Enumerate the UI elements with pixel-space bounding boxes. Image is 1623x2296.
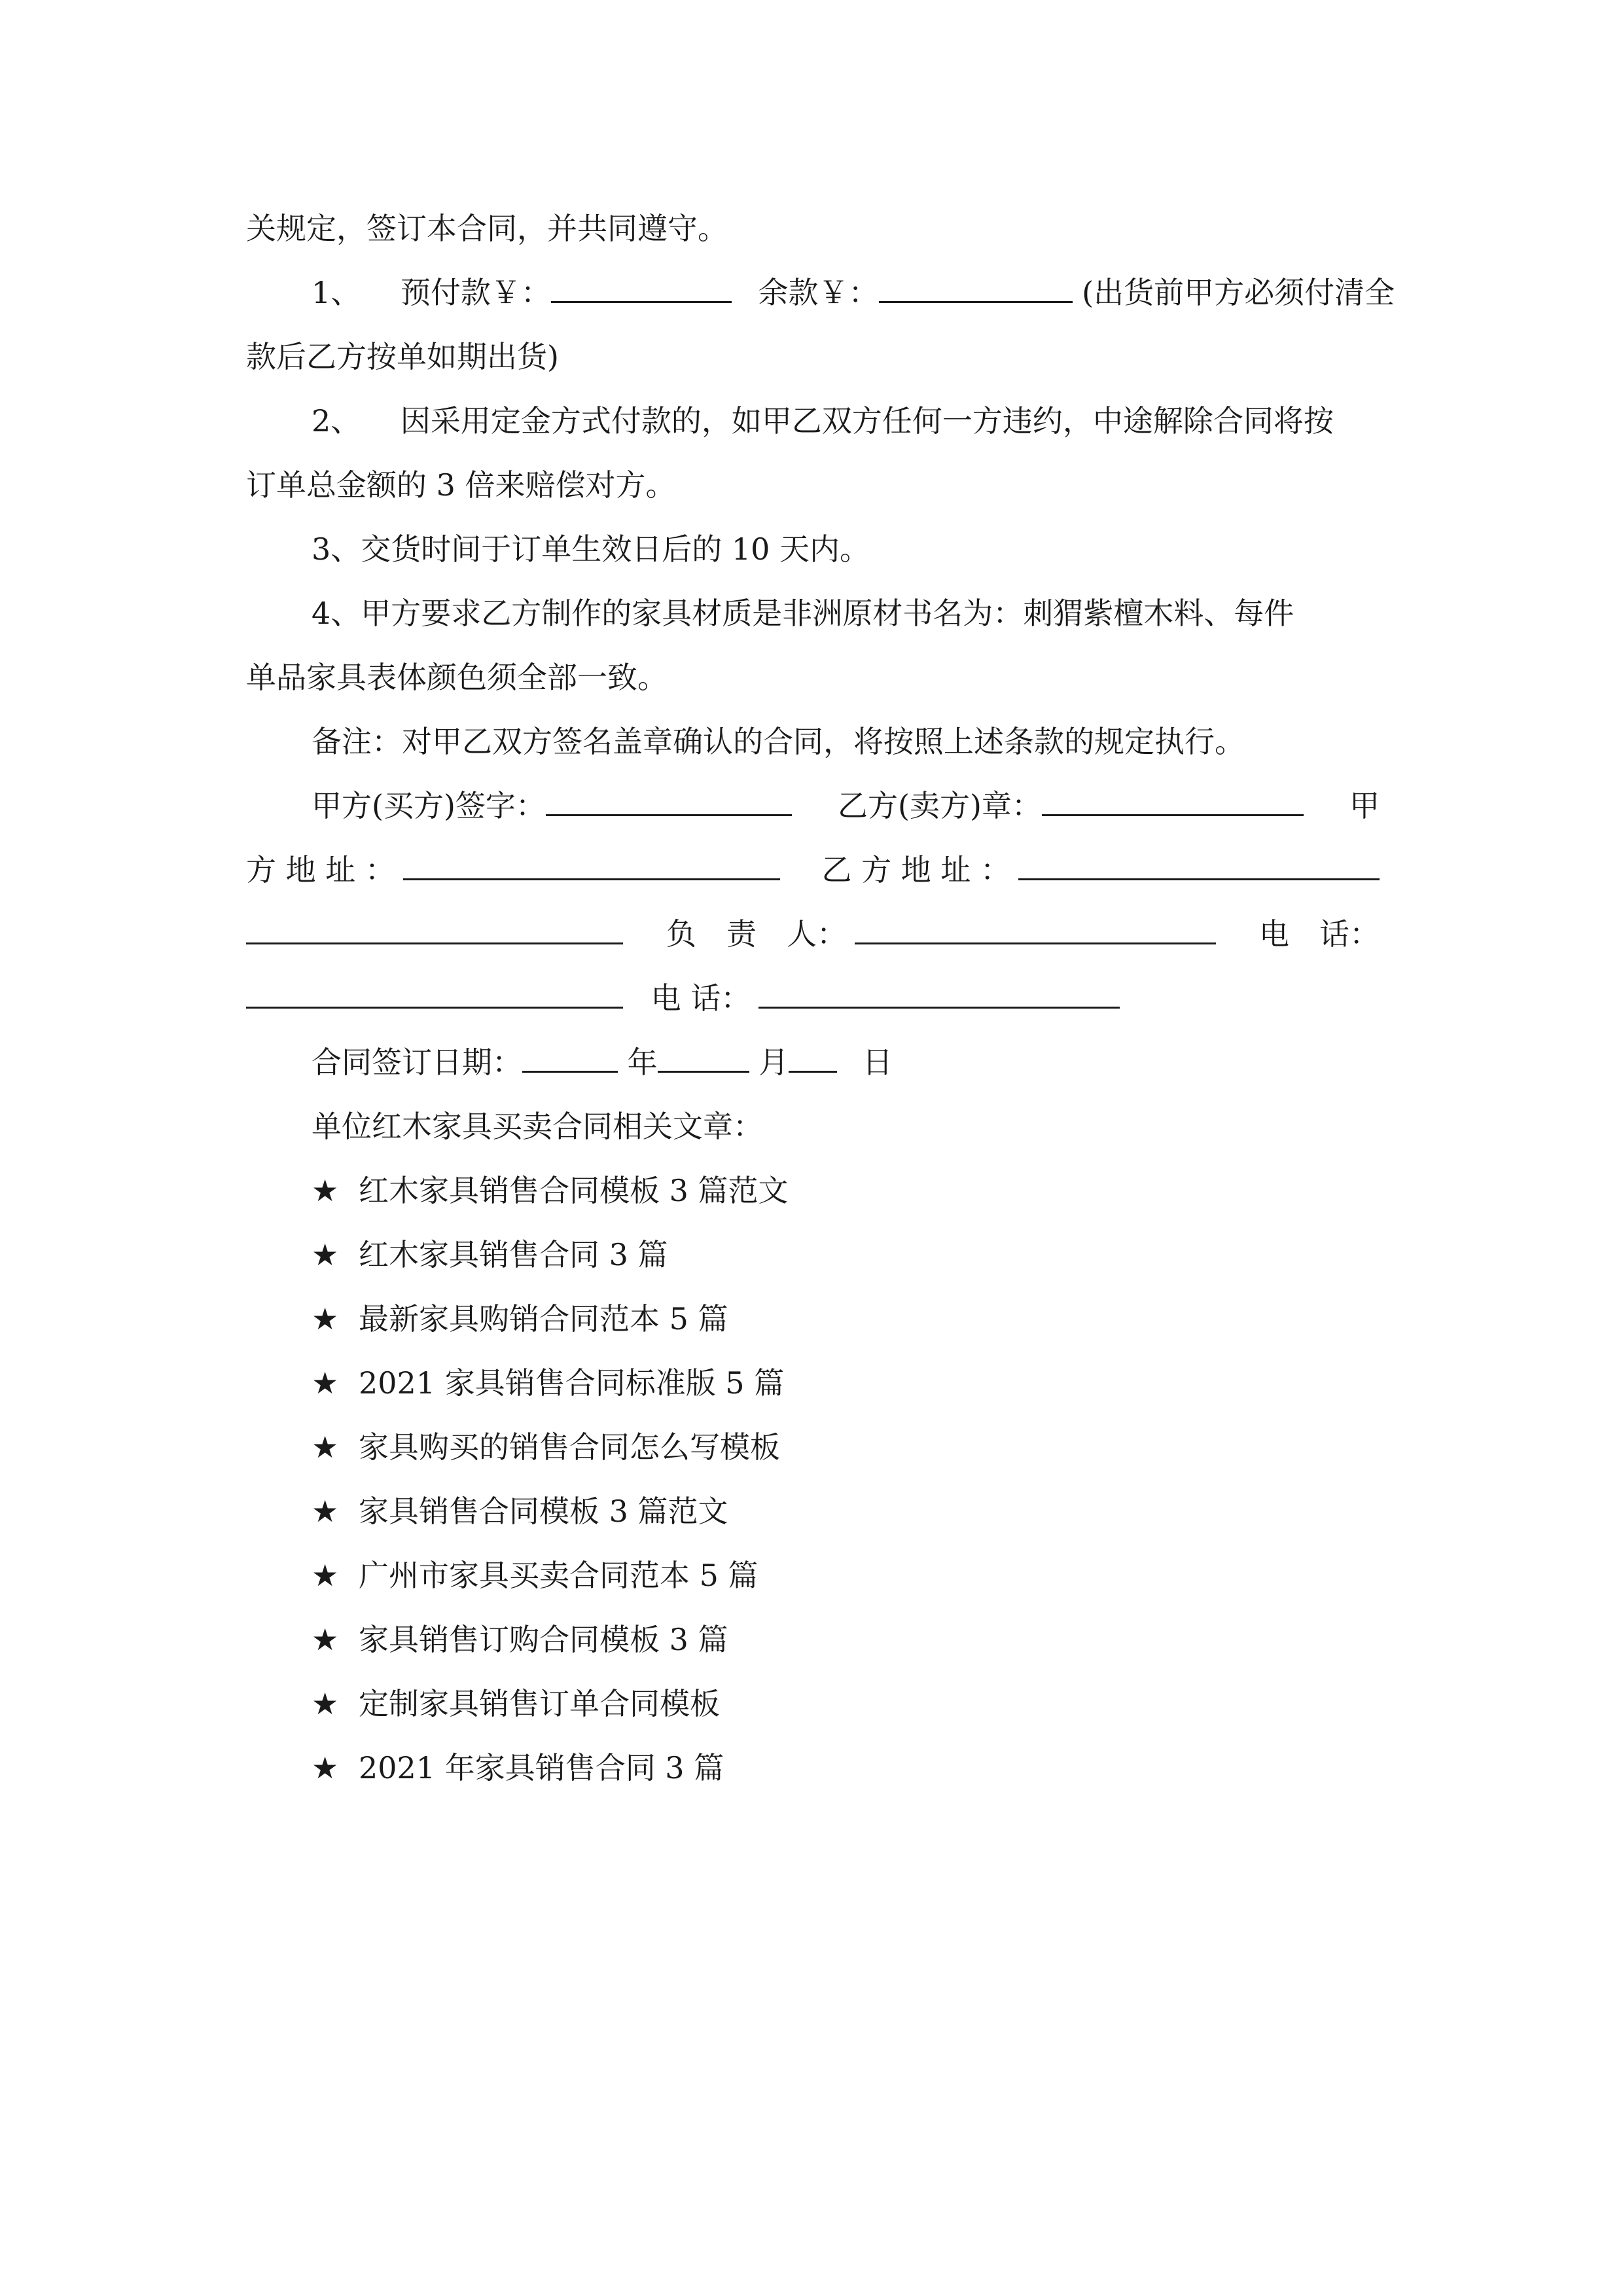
related-link[interactable]: 定制家具销售订单合同模板: [359, 1686, 720, 1721]
related-link[interactable]: 家具购买的销售合同怎么写模板: [359, 1429, 780, 1465]
paragraph-intro-end: [246, 196, 1380, 260]
related-link[interactable]: 家具销售合同模板 3 篇范文: [359, 1494, 728, 1529]
related-link[interactable]: 2021 年家具销售合同 3 篇: [359, 1750, 724, 1785]
text: 单位红木家具买卖合同相关文章：: [312, 1109, 763, 1144]
text: 单品家具表体颜色须全部一致。: [246, 660, 668, 695]
clause-1-line-1: [246, 260, 1395, 325]
prepay-label: 预付款￥：: [400, 275, 551, 310]
text: 4、甲方要求乙方制作的家具材质是非洲原材书名为：刺猬紫檀木料、每件: [312, 596, 1294, 631]
text: 关规定，签订本合同，并共同遵守。: [246, 211, 728, 246]
signature-line-3: [246, 902, 1380, 966]
related-link[interactable]: 2021 家具销售合同标准版 5 篇: [359, 1365, 785, 1401]
signature-line-4: [246, 966, 1380, 1030]
related-link[interactable]: 广州市家具买卖合同范本 5 篇: [359, 1558, 758, 1593]
clause-4-line-1: [246, 581, 1380, 645]
related-item[interactable]: [246, 1287, 1380, 1351]
star-icon: ★: [312, 1429, 339, 1465]
clause-number: 2、: [312, 403, 361, 439]
related-item[interactable]: [246, 1672, 1380, 1736]
party-a-char: 甲: [1349, 788, 1380, 823]
star-icon: ★: [312, 1750, 339, 1785]
text: 因采用定金方式付款的，如甲乙双方任何一方违约，中途解除合同将按: [400, 403, 1334, 439]
day-label: 日: [862, 1045, 893, 1080]
phone-blank-b[interactable]: [758, 980, 1120, 1009]
balance-label: 余款￥：: [758, 275, 879, 310]
signature-line-2: [246, 838, 1380, 902]
year-blank[interactable]: [522, 1045, 618, 1073]
related-link[interactable]: 红木家具销售合同模板 3 篇范文: [359, 1173, 789, 1208]
contract-date: [246, 1030, 1380, 1094]
balance-blank[interactable]: [879, 275, 1073, 303]
related-item[interactable]: [246, 1351, 1380, 1415]
party-a-address-label: 方 地 址 ：: [246, 852, 395, 888]
clause-2-line-2: [246, 453, 1380, 517]
star-icon: ★: [312, 1365, 339, 1401]
clause-1-line-2: [246, 325, 1380, 389]
party-a-sign-blank[interactable]: [546, 788, 792, 816]
star-icon: ★: [312, 1237, 339, 1272]
month-label: 月: [758, 1045, 789, 1080]
star-icon: ★: [312, 1622, 339, 1657]
related-link[interactable]: 最新家具购销合同范本 5 篇: [359, 1301, 728, 1336]
related-link[interactable]: 家具销售订购合同模板 3 篇: [359, 1622, 728, 1657]
related-item[interactable]: [246, 1223, 1380, 1287]
related-item[interactable]: [246, 1158, 1380, 1223]
related-item[interactable]: [246, 1415, 1380, 1479]
signature-line-1: [246, 774, 1380, 838]
party-b-address-blank[interactable]: [1018, 852, 1380, 880]
responsible-blank[interactable]: [855, 916, 1216, 944]
text: 3、交货时间于订单生效日后的 10 天内。: [312, 531, 870, 567]
related-item[interactable]: [246, 1736, 1380, 1800]
phone-label-spaced: 电 话：: [1259, 916, 1380, 952]
prepay-blank[interactable]: [551, 275, 732, 303]
day-blank[interactable]: [789, 1045, 837, 1073]
related-link[interactable]: 红木家具销售合同 3 篇: [359, 1237, 668, 1272]
text: 备注：对甲乙双方签名盖章确认的合同，将按照上述条款的规定执行。: [312, 724, 1245, 759]
remark: [246, 709, 1380, 774]
phone-label: 电 话：: [651, 980, 751, 1016]
clause-2-line-1: [246, 389, 1380, 453]
clause-note: (出货前甲方必须付清全: [1082, 275, 1395, 310]
text: 款后乙方按单如期出货): [246, 339, 559, 374]
clause-3: [246, 517, 1380, 581]
date-label: 合同签订日期：: [312, 1045, 522, 1080]
related-item[interactable]: [246, 1607, 1380, 1672]
star-icon: ★: [312, 1173, 339, 1208]
related-item[interactable]: [246, 1543, 1380, 1607]
party-a-sign-label: 甲方(买方)签字：: [312, 788, 546, 823]
party-a-address-blank[interactable]: [403, 852, 780, 880]
party-b-seal-label: 乙方(卖方)章：: [838, 788, 1042, 823]
text: 订单总金额的 3 倍来赔偿对方。: [246, 467, 676, 503]
star-icon: ★: [312, 1686, 339, 1721]
year-label: 年: [627, 1045, 658, 1080]
month-blank[interactable]: [658, 1045, 749, 1073]
related-item[interactable]: [246, 1479, 1380, 1543]
star-icon: ★: [312, 1494, 339, 1529]
party-b-address-label: 乙 方 地 址 ：: [821, 852, 1010, 888]
contact-blank[interactable]: [246, 916, 623, 944]
clause-4-line-2: [246, 645, 1380, 709]
star-icon: ★: [312, 1558, 339, 1593]
responsible-label: 负 责 人：: [666, 916, 847, 952]
party-b-seal-blank[interactable]: [1042, 788, 1304, 816]
phone-blank-a[interactable]: [246, 980, 623, 1009]
related-title: [246, 1094, 1380, 1158]
clause-number: 1、: [312, 275, 361, 310]
star-icon: ★: [312, 1301, 339, 1336]
